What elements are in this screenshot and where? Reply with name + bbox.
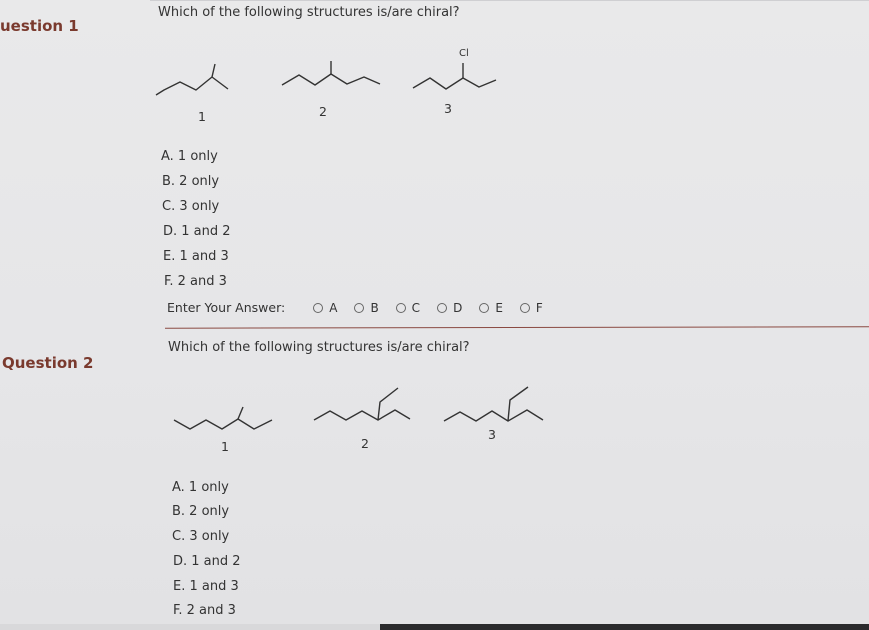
- q1-structure-number: 2: [319, 104, 327, 119]
- q2-structure-1: [170, 395, 280, 435]
- q1-option-a: A. 1 only: [161, 149, 218, 164]
- q1-choice-a[interactable]: A: [313, 301, 337, 315]
- q1-option-b: B. 2 only: [162, 174, 220, 189]
- q1-option-d: D. 1 and 2: [163, 224, 231, 239]
- question-2-label: Question 2: [2, 354, 94, 372]
- q2-structure-number: 1: [221, 439, 229, 454]
- q1-choice-c[interactable]: C: [396, 301, 420, 315]
- q2-option-b: B. 2 only: [172, 504, 230, 519]
- question-divider: [165, 326, 869, 328]
- q1-structure-1: [150, 55, 260, 100]
- q2-option-f: F. 2 and 3: [173, 603, 236, 618]
- radio-icon[interactable]: [354, 303, 364, 313]
- taskbar-left: [0, 624, 380, 630]
- q2-option-e: E. 1 and 3: [173, 579, 239, 594]
- q2-option-c: C. 3 only: [172, 529, 230, 544]
- q1-chlorine-label: Cl: [459, 48, 469, 59]
- q1-structure-2: [275, 50, 395, 95]
- q1-option-c: C. 3 only: [162, 199, 220, 214]
- q1-answer-row: [167, 300, 560, 315]
- q1-structure-number: 1: [198, 109, 206, 124]
- radio-icon[interactable]: [520, 303, 530, 313]
- answer-prompt: Enter Your Answer:: [167, 300, 286, 315]
- q1-choice-f[interactable]: F: [520, 301, 543, 315]
- q1-choice-e[interactable]: E: [479, 301, 503, 315]
- q1-structure-3: [408, 58, 508, 98]
- question-1-prompt: Which of the following structures is/are chiral?: [158, 5, 460, 20]
- q2-structure-number: 3: [488, 427, 496, 442]
- q2-option-a: A. 1 only: [172, 480, 229, 495]
- q1-option-e: E. 1 and 3: [163, 249, 229, 264]
- q1-option-f: F. 2 and 3: [164, 274, 227, 289]
- q1-structure-number: 3: [444, 101, 452, 116]
- q2-structure-number: 2: [361, 436, 369, 451]
- radio-icon[interactable]: [396, 303, 406, 313]
- question-2-prompt: Which of the following structures is/are chiral?: [168, 340, 470, 355]
- q1-choice-b[interactable]: B: [354, 301, 378, 315]
- radio-icon[interactable]: [479, 303, 489, 313]
- q2-structure-2: [310, 380, 420, 430]
- question-1-label: uestion 1: [0, 17, 79, 35]
- radio-icon[interactable]: [437, 303, 447, 313]
- q2-structure-3: [440, 378, 550, 428]
- radio-icon[interactable]: [313, 303, 323, 313]
- q2-option-d: D. 1 and 2: [173, 554, 241, 569]
- top-border: [150, 0, 869, 1]
- q1-choice-d[interactable]: D: [437, 301, 462, 315]
